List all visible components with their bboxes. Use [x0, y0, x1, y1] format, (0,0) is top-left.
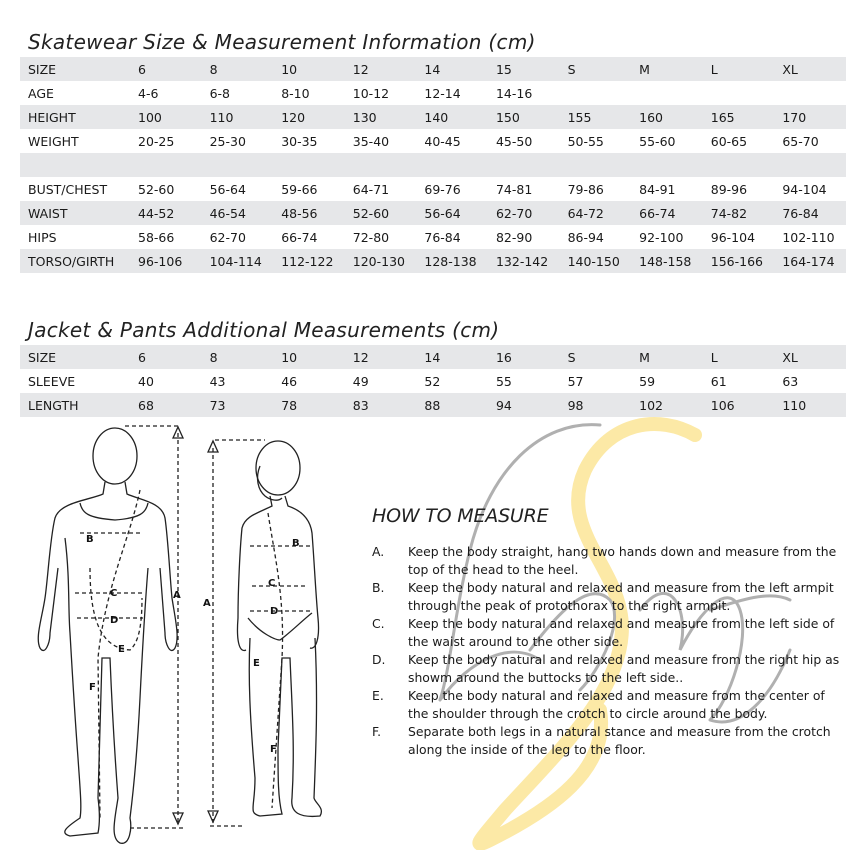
size-table-cell [631, 153, 703, 177]
size-table-cell: 46-54 [202, 201, 274, 225]
jacket-table-cell: 68 [130, 393, 202, 417]
size-table-cell: 40-45 [424, 133, 461, 149]
jacket-table-cell: 6 [130, 345, 202, 369]
jacket-table-cell: 59 [639, 373, 656, 389]
jacket-table-cell: 78 [273, 393, 345, 417]
size-table-row-label: TORSO/GIRTH [20, 249, 130, 273]
size-table-cell: 66-74 [631, 201, 703, 225]
size-table-cell: 8 [202, 57, 274, 81]
size-table-cell: 64-71 [352, 181, 390, 197]
size-table-cell: 55-60 [639, 133, 676, 149]
size-table-cell: 69-76 [424, 181, 461, 197]
item-letter: F. [372, 724, 382, 739]
item-text: Keep the body natural and relaxed and measure from the center of the shoulder through the crotch to circle around the body. [408, 688, 825, 721]
how-to-measure-item [372, 723, 842, 759]
size-table-row [20, 129, 846, 153]
jacket-table-cell: S [560, 345, 632, 369]
female-label-c: C [268, 578, 276, 589]
item-letter: D. [372, 652, 386, 667]
female-label-b: B [292, 538, 300, 549]
jacket-table-cell: 12 [345, 345, 417, 369]
size-table-row [20, 57, 846, 81]
jacket-table-row-label: LENGTH [20, 393, 130, 417]
size-table-cell: 96-106 [130, 249, 202, 273]
jacket-table-cell: 14 [416, 345, 488, 369]
jacket-table-row [20, 345, 846, 369]
size-table-cell: 14-16 [495, 85, 533, 101]
size-table-row [20, 105, 846, 129]
size-table-cell: 58-66 [138, 229, 175, 245]
size-table-cell: 156-166 [703, 249, 775, 273]
size-table-cell [631, 81, 703, 105]
how-to-measure-item [372, 687, 842, 723]
how-to-measure-item [372, 615, 842, 651]
how-to-measure-list [372, 543, 842, 759]
size-table-cell: 59-66 [281, 181, 318, 197]
item-letter: B. [372, 580, 385, 595]
size-measurement-table [20, 57, 846, 273]
size-table-cell: 84-91 [639, 181, 676, 197]
size-table-cell: 140-150 [560, 249, 632, 273]
size-table-title: Skatewear Size & Measurement Information (cm) [28, 30, 536, 54]
size-table-cell: 96-104 [710, 229, 756, 245]
size-table-cell: 60-65 [710, 133, 748, 149]
size-table-row [20, 249, 846, 273]
item-text: Keep the body natural and relaxed and measure from the right hip as showm around the buttocks to the left side.. [408, 652, 840, 685]
jacket-table-title: Jacket & Pants Additional Measurements (cm) [28, 318, 500, 342]
size-table-cell: 155 [560, 105, 632, 129]
size-table-cell: 89-96 [710, 181, 748, 197]
how-to-measure-item [372, 651, 842, 687]
male-figure-drawing [38, 426, 185, 843]
size-table-cell: S [560, 57, 632, 81]
size-table-cell: 35-40 [352, 133, 390, 149]
jacket-table-cell: 16 [488, 345, 560, 369]
jacket-pants-table [20, 345, 846, 417]
male-label-a: A [173, 590, 181, 601]
size-table-cell: 12 [345, 57, 417, 81]
size-table-cell: 130 [345, 105, 417, 129]
size-table-cell: 128-138 [416, 249, 488, 273]
size-table-cell: 15 [488, 57, 560, 81]
jacket-table-cell: M [631, 345, 703, 369]
size-table-cell: 20-25 [138, 133, 175, 149]
size-table-cell: 4-6 [138, 85, 159, 101]
male-label-d: D [110, 615, 119, 626]
size-table-row-label [20, 153, 130, 177]
size-table-cell: 48-56 [273, 201, 345, 225]
jacket-table-row-label: SLEEVE [28, 373, 76, 389]
size-table-row [20, 177, 846, 201]
female-label-d: D [270, 606, 279, 617]
size-table-cell: 25-30 [209, 133, 246, 149]
jacket-table-cell: 43 [209, 373, 226, 389]
item-letter: E. [372, 688, 384, 703]
jacket-table-row [20, 393, 846, 417]
female-label-a: A [203, 598, 211, 609]
size-table-cell: 56-64 [416, 201, 488, 225]
size-table-cell [560, 153, 632, 177]
size-table-cell: 10-12 [352, 85, 390, 101]
size-table-cell [273, 153, 345, 177]
size-table-row [20, 225, 846, 249]
size-table-cell: 8-10 [281, 85, 310, 101]
female-label-f: F [270, 744, 277, 755]
jacket-table-cell: 63 [782, 373, 799, 389]
size-table-cell: 12-14 [424, 85, 461, 101]
size-table-cell: 92-100 [639, 229, 684, 245]
item-text: Keep the body straight, hang two hands down and measure from the top of the head to the heel. [408, 544, 837, 577]
size-table-row-label: WAIST [20, 201, 130, 225]
size-table-cell: 79-86 [567, 181, 604, 197]
jacket-table-cell: 83 [345, 393, 417, 417]
jacket-table-cell: 57 [567, 373, 584, 389]
how-to-measure-title: HOW TO MEASURE [372, 505, 549, 527]
male-label-f: F [89, 682, 96, 693]
jacket-table-cell: 52 [424, 373, 441, 389]
item-text: Keep the body natural and relaxed and measure from the left side of the waist around to the other side. [408, 616, 835, 649]
size-table-cell: 66-74 [281, 229, 318, 245]
size-table-cell: 86-94 [567, 229, 604, 245]
size-table-cell: 14 [416, 57, 488, 81]
size-table-cell: 120 [273, 105, 345, 129]
size-table-cell: 110 [202, 105, 274, 129]
size-table-cell [703, 81, 775, 105]
female-label-e: E [253, 658, 260, 669]
size-table-row-label: HEIGHT [20, 105, 130, 129]
jacket-table-cell: 61 [710, 373, 727, 389]
size-table-cell: 112-122 [273, 249, 345, 273]
size-table-cell [774, 81, 846, 105]
jacket-table-cell: 102 [631, 393, 703, 417]
size-table-row-label: SIZE [20, 57, 130, 81]
size-table-row-label: WEIGHT [28, 133, 79, 149]
size-table-row [20, 201, 846, 225]
size-table-cell: 148-158 [631, 249, 703, 273]
size-table-cell: 44-52 [130, 201, 202, 225]
how-to-measure-section [372, 505, 842, 759]
size-table-cell: 62-70 [209, 229, 246, 245]
jacket-table-cell: L [703, 345, 775, 369]
item-letter: C. [372, 616, 385, 631]
jacket-table-row [20, 369, 846, 393]
size-table-cell: 52-60 [345, 201, 417, 225]
size-table-cell [488, 153, 560, 177]
size-table-row-label: HIPS [28, 229, 57, 245]
male-label-c: C [110, 588, 118, 599]
jacket-table-cell: 55 [495, 373, 512, 389]
jacket-table-cell: 46 [281, 373, 298, 389]
how-to-measure-item [372, 543, 842, 579]
size-table-cell: 74-81 [495, 181, 533, 197]
size-table-cell: L [703, 57, 775, 81]
jacket-table-cell: 49 [352, 373, 369, 389]
item-text: Separate both legs in a natural stance and measure from the crotch along the inside of the leg to the floor. [408, 724, 831, 757]
size-table-cell: 30-35 [281, 133, 318, 149]
measurement-figures [20, 418, 365, 858]
size-table-cell: 164-174 [774, 249, 846, 273]
size-table-cell [703, 153, 775, 177]
jacket-table-cell: 8 [202, 345, 274, 369]
size-table-cell: 94-104 [782, 181, 827, 197]
size-table-cell: 102-110 [782, 229, 835, 245]
item-letter: A. [372, 544, 385, 559]
size-table-cell: 72-80 [352, 229, 390, 245]
size-table-cell: 6 [130, 57, 202, 81]
size-table-cell: 65-70 [782, 133, 819, 149]
size-table-row [20, 153, 846, 177]
how-to-measure-item [372, 579, 842, 615]
jacket-table-cell: 110 [774, 393, 846, 417]
size-table-cell: XL [774, 57, 846, 81]
size-table-cell [416, 153, 488, 177]
jacket-table-cell: 73 [202, 393, 274, 417]
size-table-cell: 82-90 [495, 229, 533, 245]
jacket-table-row-label: SIZE [20, 345, 130, 369]
size-table-cell: 165 [703, 105, 775, 129]
size-table-cell: 76-84 [774, 201, 846, 225]
size-table-cell: 120-130 [345, 249, 417, 273]
size-table-cell: 132-142 [488, 249, 560, 273]
size-table-cell: 140 [416, 105, 488, 129]
size-table-cell: 50-55 [567, 133, 604, 149]
size-table-row-label: AGE [28, 85, 54, 101]
female-figure-drawing [208, 440, 321, 826]
item-text: Keep the body natural and relaxed and measure from the left armpit through the peak of protothorax to the right armpit. [408, 580, 834, 613]
size-table-cell: 170 [774, 105, 846, 129]
size-table-cell: 45-50 [495, 133, 533, 149]
size-table-cell: 6-8 [209, 85, 231, 101]
size-table-cell: M [631, 57, 703, 81]
jacket-table-cell: 10 [273, 345, 345, 369]
male-label-e: E [118, 644, 125, 655]
size-table-cell: 10 [273, 57, 345, 81]
jacket-table-cell: 88 [416, 393, 488, 417]
size-table-row [20, 81, 846, 105]
male-label-b: B [86, 534, 94, 545]
jacket-table-cell: 94 [488, 393, 560, 417]
size-table-cell: 160 [631, 105, 703, 129]
jacket-table-cell: 40 [138, 373, 154, 389]
jacket-table-cell: XL [774, 345, 846, 369]
size-table-cell: 56-64 [209, 181, 246, 197]
size-table-cell [130, 153, 202, 177]
size-table-cell [202, 153, 274, 177]
jacket-table-cell: 98 [560, 393, 632, 417]
size-table-cell: 74-82 [703, 201, 775, 225]
size-table-cell: 64-72 [560, 201, 632, 225]
size-table-cell: 104-114 [202, 249, 274, 273]
size-table-cell: 150 [488, 105, 560, 129]
size-table-cell: 62-70 [488, 201, 560, 225]
size-table-cell [560, 81, 632, 105]
size-table-cell [774, 153, 846, 177]
size-table-cell: 52-60 [138, 181, 175, 197]
size-table-cell: 100 [130, 105, 202, 129]
size-table-cell: 76-84 [424, 229, 461, 245]
jacket-table-cell: 106 [703, 393, 775, 417]
size-table-row-label: BUST/CHEST [28, 181, 108, 197]
size-table-cell [345, 153, 417, 177]
